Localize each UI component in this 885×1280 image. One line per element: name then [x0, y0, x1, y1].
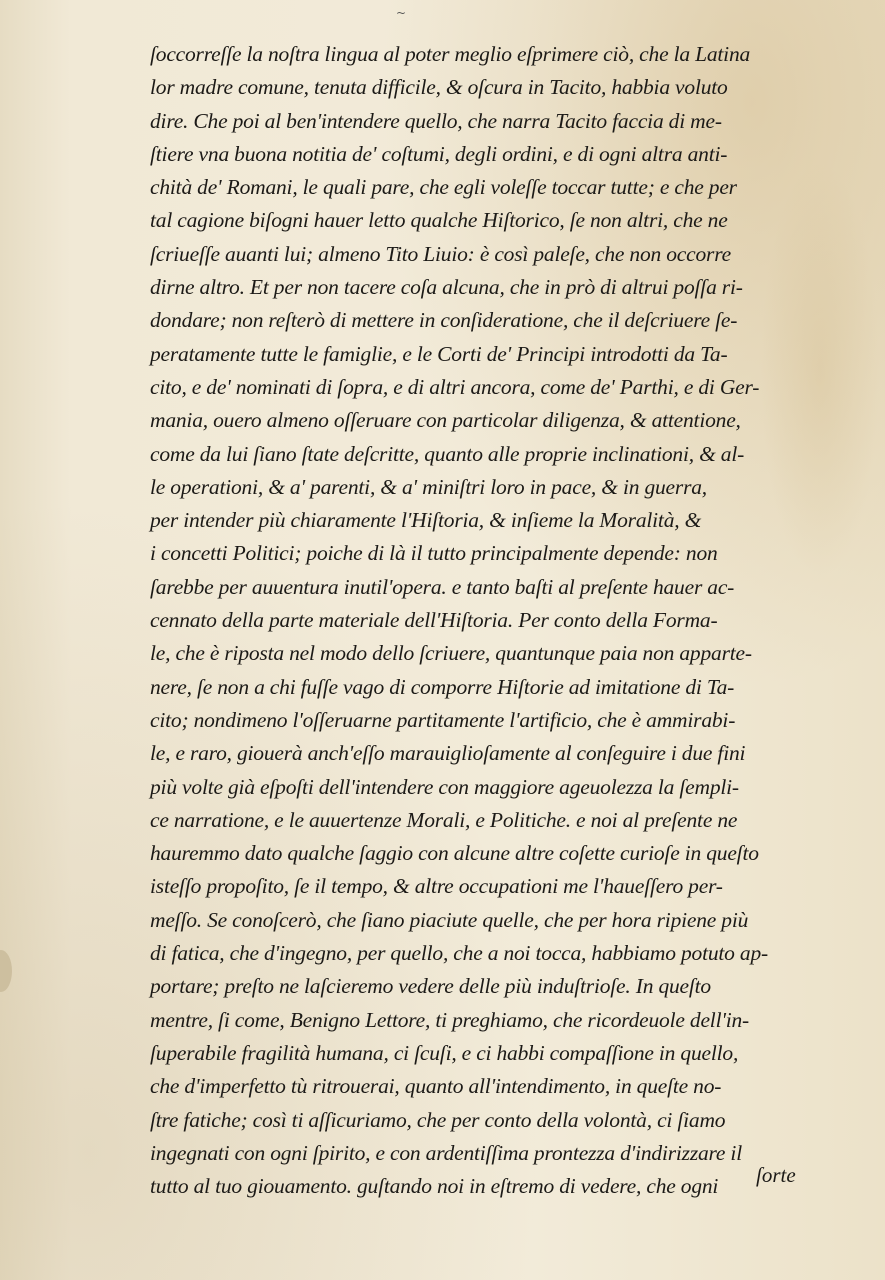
text-line: mania, ouero almeno oſſeruare con particolar diligenza, & attentione, — [150, 408, 741, 433]
text-line: lor madre comune, tenuta difficile, & oſcura in Tacito, habbia voluto — [150, 75, 728, 100]
text-line: tal cagione biſogni hauer letto qualche Hiſtorico, ſe non altri, che ne — [150, 208, 728, 233]
catchword: ſorte — [756, 1163, 796, 1187]
text-line: portare; preſto ne laſcieremo vedere delle più induſtrioſe. In queſto — [150, 974, 711, 999]
text-line: dondare; non reſterò di mettere in conſideratione, che il deſcriuere ſe- — [150, 308, 738, 333]
text-line: dirne altro. Et per non tacere coſa alcuna, che in prò di altrui poſſa ri- — [150, 275, 743, 300]
text-line: più volte già eſpoſti dell'intendere con maggiore ageuolezza la ſempli- — [150, 774, 739, 799]
text-line: le, che è riposta nel modo dello ſcriuere, quantunque paia non apparte- — [150, 641, 752, 666]
text-line: ſarebbe per auuentura inutil'opera. e tanto baſti al preſente hauer ac- — [150, 574, 735, 599]
text-line: i concetti Politici; poiche di là il tutto principalmente depende: non — [150, 541, 718, 566]
body-text — [150, 38, 830, 1203]
text-line: ingegnati con ogni ſpirito, e con ardentiſſima prontezza d'indirizzare il — [150, 1140, 742, 1165]
text-line: tutto al tuo giouamento. guſtando noi in eſtremo di vedere, che ogni — [150, 1174, 719, 1199]
text-line: le operationi, & a' parenti, & a' miniſtri loro in pace, & in guerra, — [150, 474, 707, 499]
binding-hole — [0, 950, 12, 992]
text-line: come da lui ſiano ſtate deſcritte, quanto alle proprie inclinationi, & al- — [150, 441, 745, 466]
text-line: che d'imperfetto tù ritrouerai, quanto all'intendimento, in queſte no- — [150, 1074, 722, 1099]
text-line: ſuperabile fragilità humana, ci ſcuſi, e ci habbi compaſſione in quello, — [150, 1040, 739, 1065]
text-line: isteſſo propoſito, ſe il tempo, & altre occupationi me l'haueſſero per- — [150, 874, 723, 899]
text-line: ſtre fatiche; così ti aſſicuriamo, che per conto della volontà, ci ſiamo — [150, 1107, 726, 1132]
text-line: ſtiere vna buona notitia de' coſtumi, degli ordini, e di ogni altra anti- — [150, 141, 728, 166]
text-line: ce narratione, e le auuertenze Morali, e Politiche. e noi al preſente ne — [150, 807, 738, 832]
text-line: meſſo. Se conoſcerò, che ſiano piaciute quelle, che per hora ripiene più — [150, 907, 749, 932]
text-line: per intender più chiaramente l'Hiſtoria, & inſieme la Moralità, & — [150, 508, 702, 533]
text-line: chità de' Romani, le quali pare, che egli voleſſe toccar tutte; e che per — [150, 175, 737, 200]
top-mark: ~ — [396, 6, 407, 20]
text-line: nere, ſe non a chi fuſſe vago di comporre Hiſtorie ad imitatione di Ta- — [150, 674, 735, 699]
text-line: mentre, ſi come, Benigno Lettore, ti preghiamo, che ricordeuole dell'in- — [150, 1007, 750, 1032]
text-line: le, e raro, giouerà anch'eſſo marauiglioſamente al conſeguire i due fini — [150, 741, 746, 766]
text-line: di fatica, che d'ingegno, per quello, che a noi tocca, habbiamo potuto ap- — [150, 941, 768, 966]
text-line: cennato della parte materiale dell'Hiſtoria. Per conto della Forma- — [150, 608, 718, 633]
text-line: hauremmo dato qualche ſaggio con alcune altre coſette curioſe in queſto — [150, 841, 759, 866]
text-line: peratamente tutte le famiglie, e le Corti de' Principi introdotti da Ta- — [150, 341, 728, 366]
text-line: cito; nondimeno l'oſſeruarne partitamente l'artificio, che è ammirabi- — [150, 707, 736, 732]
text-line: ſcriueſſe auanti lui; almeno Tito Liuio: è così paleſe, che non occorre — [150, 241, 731, 266]
text-line: cito, e de' nominati di ſopra, e di altri ancora, come de' Parthi, e di Ger- — [150, 374, 760, 399]
text-line: ſoccorreſſe la noſtra lingua al poter meglio eſprimere ciò, che la Latina — [150, 42, 751, 66]
text-line: dire. Che poi al ben'intendere quello, che narra Tacito faccia di me- — [150, 108, 722, 133]
